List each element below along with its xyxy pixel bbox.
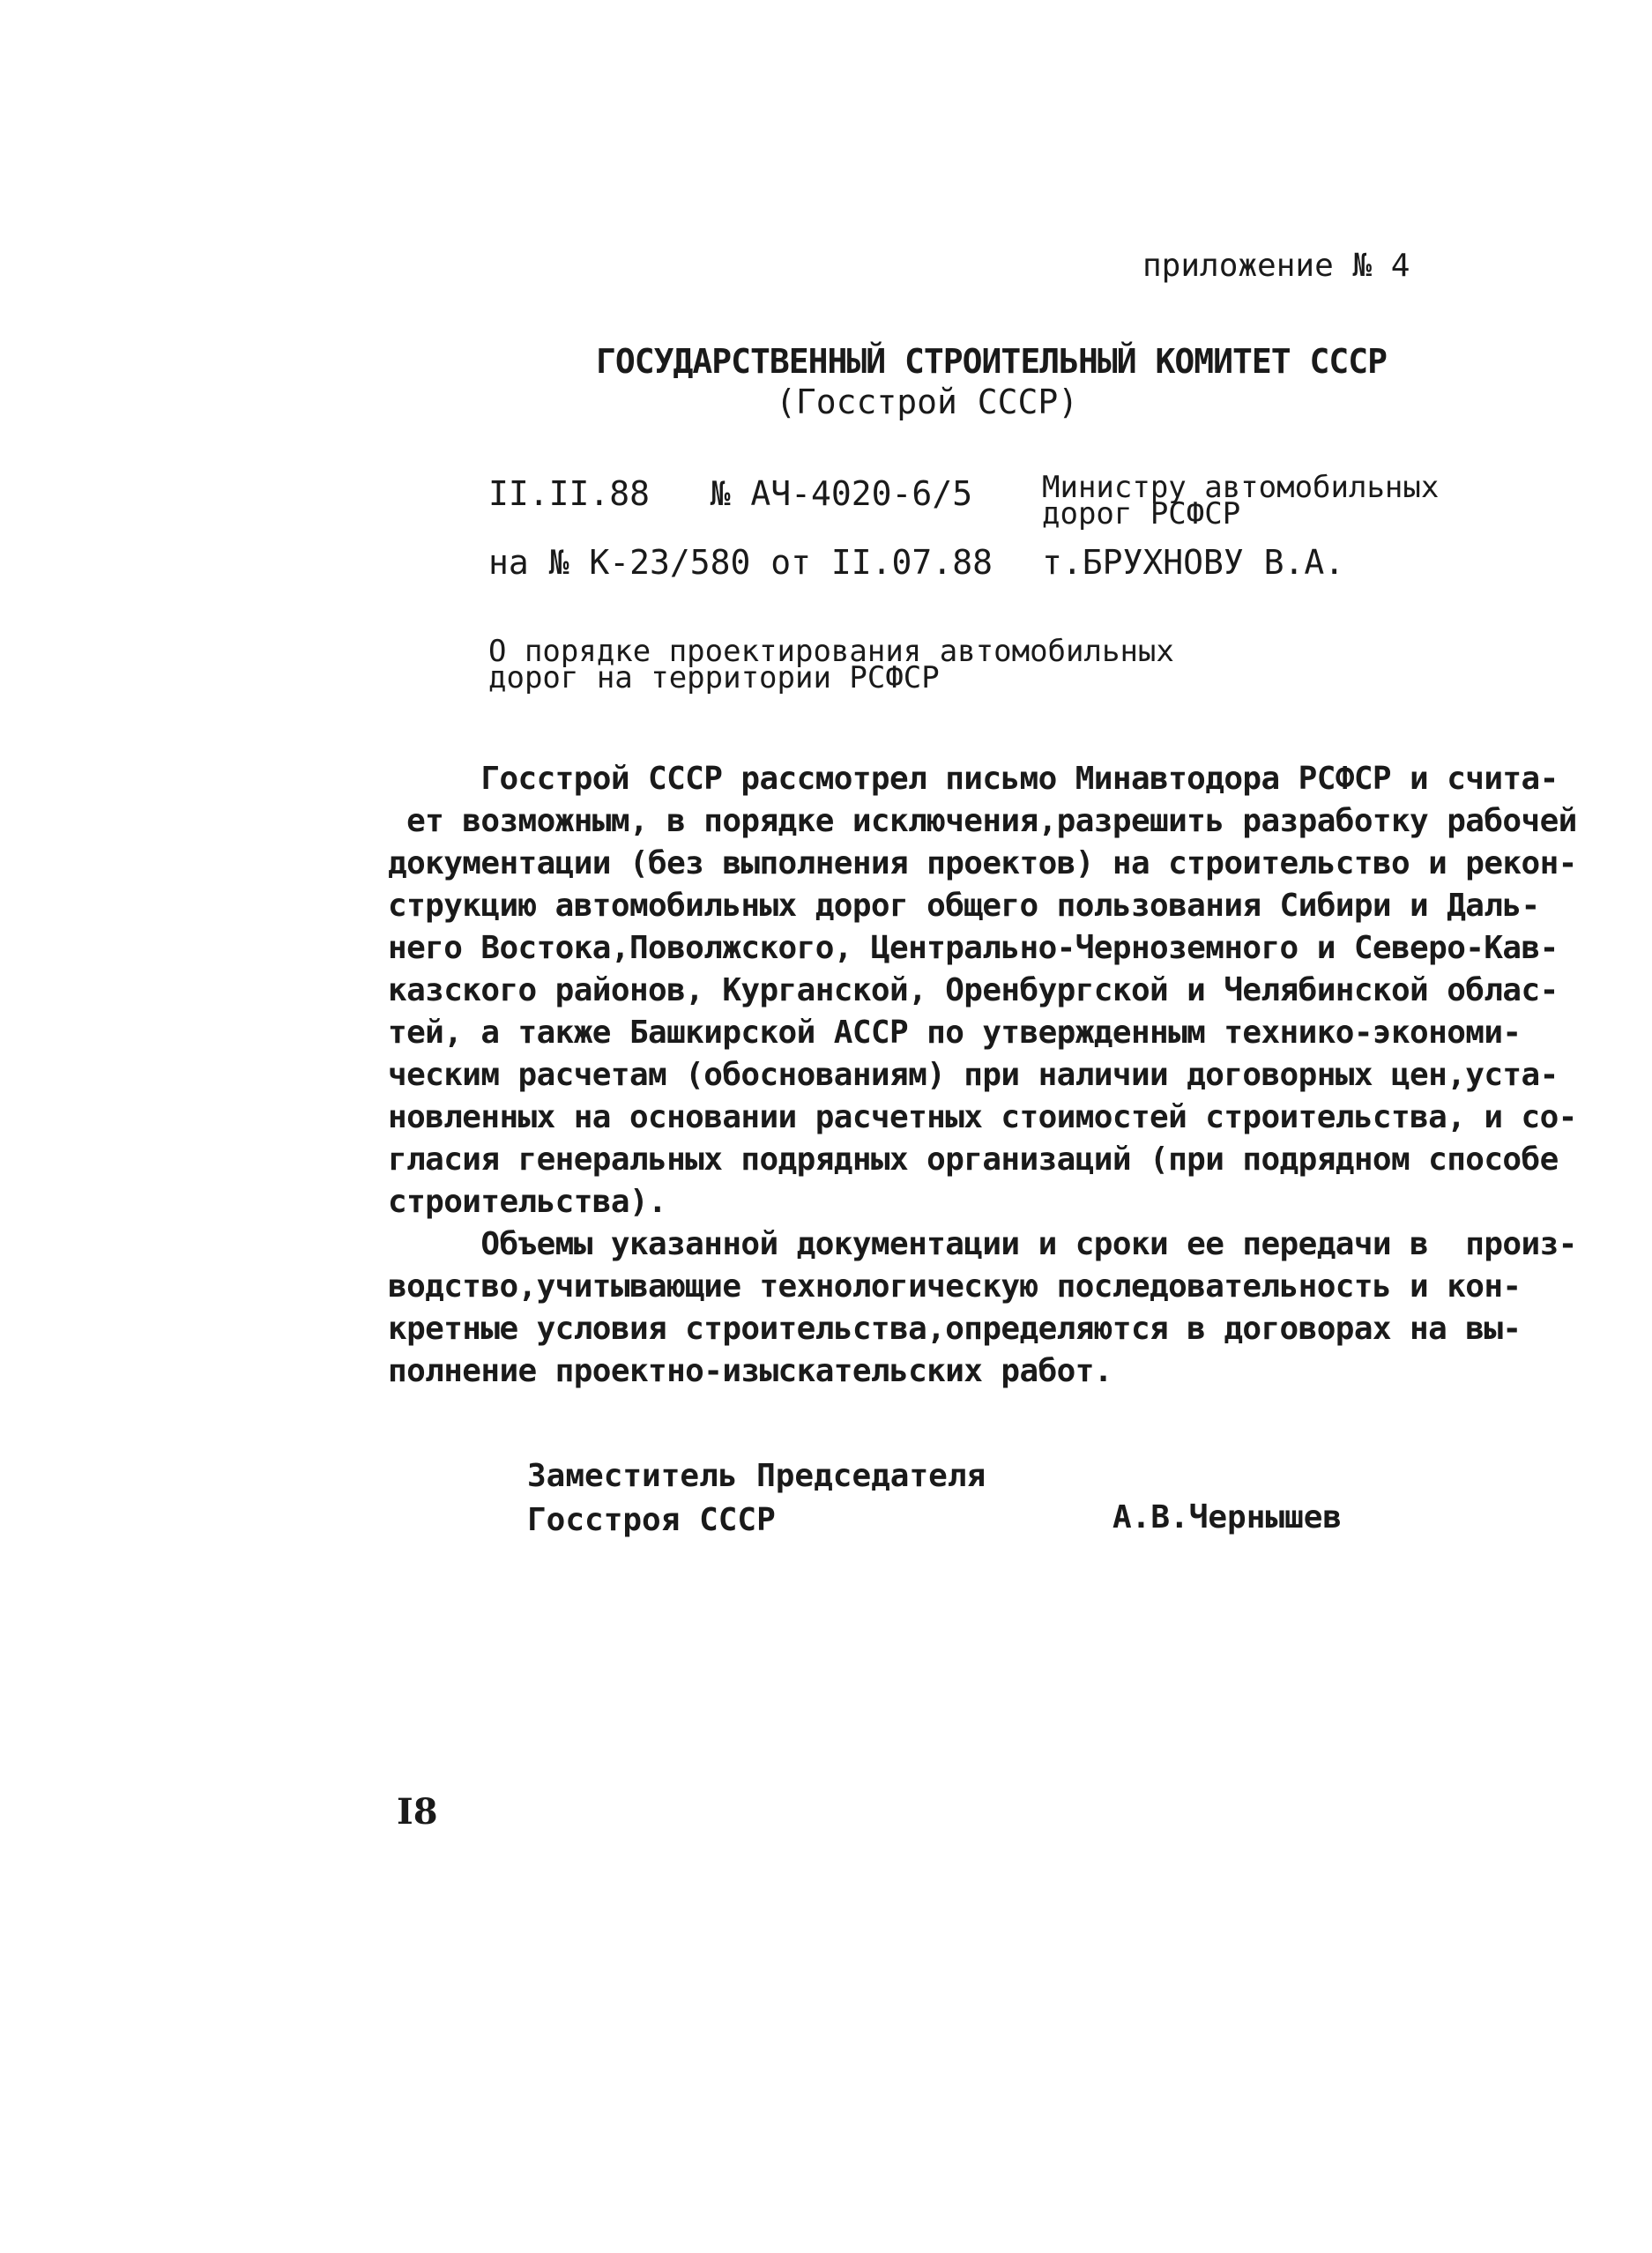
outgoing-reference: II.II.88 № АЧ-4020-6/5 <box>488 474 973 513</box>
body-line: ет возможным, в порядке исключения,разрешить разработку рабочей <box>388 803 1577 839</box>
body-line: кретные условия строительства,определяются в договорах на вы- <box>388 1311 1522 1347</box>
signer-name: А.В.Чернышев <box>1112 1499 1343 1535</box>
recipient-block <box>1042 470 1440 532</box>
page-number: I8 <box>397 1791 438 1833</box>
subject-line-2: дорог на территории РСФСР <box>488 660 940 695</box>
body-line: струкцию автомобильных дорог общего пользования Сибири и Даль- <box>388 888 1540 924</box>
body-line: гласия генеральных подрядных организаций (при подрядном способе <box>388 1141 1559 1178</box>
body-line: новленных на основании расчетных стоимостей строительства, и со- <box>388 1099 1577 1135</box>
subject-line-1: О порядке проектирования автомобильных <box>488 634 1174 669</box>
body-line: полнение проектно-изыскательских работ. <box>388 1353 1112 1389</box>
body-line: Госстрой СССР рассмотрел письмо Минавтодора РСФСР и счита- <box>388 761 1559 797</box>
subject-block <box>488 634 1174 695</box>
recipient-name: т.БРУХНОВУ В.А. <box>1042 543 1345 582</box>
body-line: тей, а также Башкирской АССР по утвержденным технико-экономи- <box>388 1015 1522 1051</box>
body-line: водство,учитывающие технологическую последовательность и кон- <box>388 1268 1522 1305</box>
body-line: Объемы указанной документации и сроки ее передачи в произ- <box>388 1226 1577 1262</box>
body-line: казского районов, Курганской, Оренбургской и Челябинской облас- <box>388 972 1559 1008</box>
incoming-reference: на № К-23/580 от II.07.88 <box>488 543 993 582</box>
signer-title-line-2: Госстроя СССР <box>527 1502 776 1538</box>
body-line: ческим расчетам (обоснованиям) при наличии договорных цен,уста- <box>388 1057 1559 1093</box>
signer-title <box>527 1454 986 1543</box>
body-line: документации (без выполнения проектов) на строительство и рекон- <box>388 845 1577 881</box>
body-line: него Востока,Поволжского, Центрально-Черноземного и Северо-Кав- <box>388 930 1559 966</box>
recipient-line-1: Министру автомобильных <box>1042 470 1440 505</box>
annex-label: приложение № 4 <box>1142 248 1410 284</box>
signer-title-line-1: Заместитель Председателя <box>527 1458 986 1494</box>
body-line: строительства). <box>388 1184 667 1220</box>
committee-short-title: (Госстрой СССР) <box>776 383 1079 421</box>
recipient-line-2: дорог РСФСР <box>1042 496 1241 532</box>
committee-full-title: ГОСУДАРСТВЕННЫЙ СТРОИТЕЛЬНЫЙ КОМИТЕТ СССР <box>596 342 1387 381</box>
